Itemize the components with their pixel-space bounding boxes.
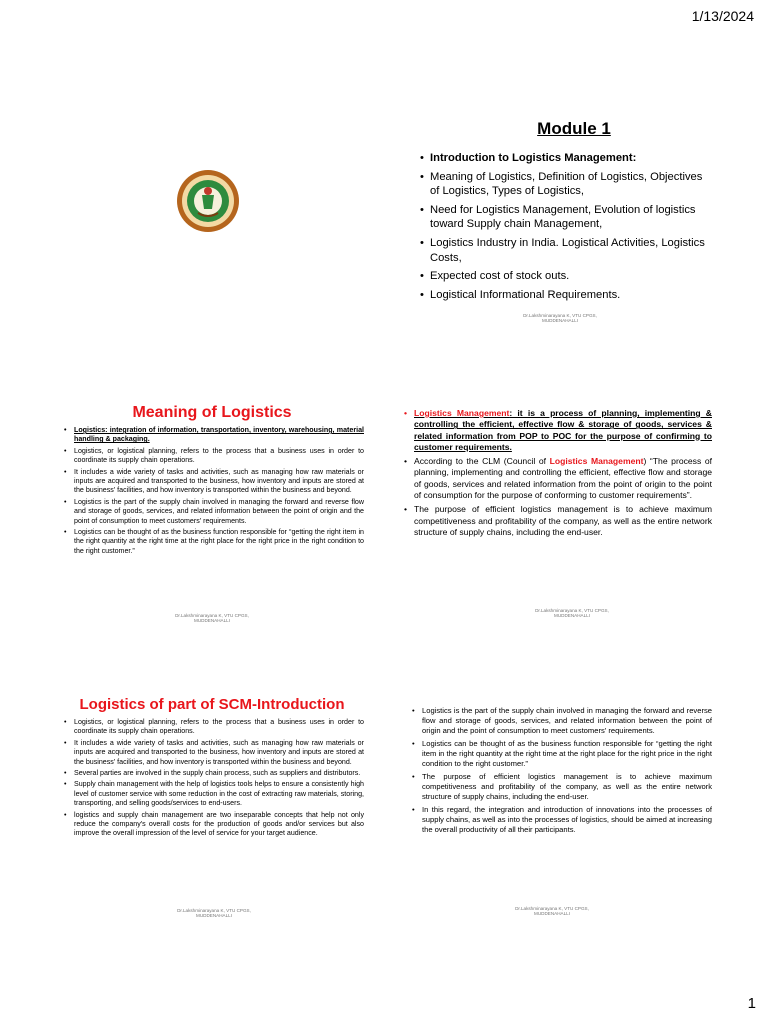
list-item: • The purpose of efficient logistics management is to achieve maximum competitiveness and profitability of the company, as well as the entire network structure of supply chains, including the end-user. bbox=[404, 504, 712, 538]
list-item: • It includes a wide variety of tasks and activities, such as managing how raw materials or inputs are acquired and transported to the business, how inventory and inputs are stored at the business' facilities, and how inventory is transported within the business and beyond. bbox=[64, 739, 364, 767]
scm-intro-list bbox=[64, 718, 364, 841]
slide-5 bbox=[44, 676, 380, 928]
meaning-list bbox=[64, 426, 364, 558]
list-item: • It includes a wide variety of tasks and activities, such as managing how raw materials or inputs are acquired and transported to the business, how inventory and inputs are stored at the business' facilities, and how inventory is transported within the business and beyond. bbox=[64, 468, 364, 496]
slide-footer: Dr.Lakshminarayana K, VTU CPGS, MUDDENAHALLI bbox=[535, 608, 609, 618]
list-item: • In this regard, the integration and introduction of innovations into the processes of supply chains, as well as into the processes of logistics, should be aimed at increasing the overall productivity of all their participants. bbox=[412, 805, 712, 835]
definition-list bbox=[404, 408, 712, 541]
list-item: • Expected cost of stock outs. bbox=[420, 269, 710, 284]
module-title: Module 1 bbox=[537, 119, 611, 138]
slide-footer: Dr.Lakshminarayana K, VTU CPGS, MUDDENAHALLI bbox=[515, 906, 589, 916]
page-number: 1 bbox=[747, 995, 756, 1012]
slide-3 bbox=[44, 384, 380, 636]
slide-title: Logistics of part of SCM-Introduction bbox=[79, 696, 345, 713]
list-item: • Logistics Management: it is a process of planning, implementing & controlling the efficient, effective flow & storage of goods, services & related information from POP to POC for the purpose of confirming to customer requirements. bbox=[404, 408, 712, 453]
slide-footer: Dr.Lakshminarayana K, VTU CPGS, MUDDENAHALLI bbox=[175, 613, 249, 623]
supply-chain-list bbox=[412, 706, 712, 838]
module-topics-list bbox=[420, 151, 710, 306]
list-item: • Logistics can be thought of as the business function responsible for “getting the right item in the right quantity at the right time at the right place for the right price in the right condition to the right customer.” bbox=[412, 739, 712, 769]
list-item: • logistics and supply chain management are two inseparable concepts that help not only reduce the company's overall costs for the production of goods and/or services but also improve the overall impression of the level of service for your target audience. bbox=[64, 811, 364, 839]
slide-2 bbox=[392, 93, 728, 345]
list-item: • According to the CLM (Council of Logistics Management) “The process of planning, implementing and controlling the efficient, effective flow and storage of goods, services and related information from the point of origin to the point of consumption for the purpose of conforming to customer requirements”. bbox=[404, 456, 712, 501]
slide-footer: Dr.Lakshminarayana K, VTU CPGS, MUDDENAHALLI bbox=[523, 313, 597, 323]
slide-footer: Dr.Lakshminarayana K, VTU CPGS, MUDDENAHALLI bbox=[177, 908, 251, 918]
list-item: • The purpose of efficient logistics management is to achieve maximum competitiveness and profitability of the company, as well as the entire network structure of supply chains, including the end-user. bbox=[412, 772, 712, 802]
slide-title: Meaning of Logistics bbox=[132, 404, 292, 421]
print-date: 1/13/2024 bbox=[691, 8, 754, 24]
list-item: • Logistics, or logistical planning, refers to the process that a business uses in order to coordinate its supply chain operations. bbox=[64, 447, 364, 466]
list-item: • Need for Logistics Management, Evolution of logistics toward Supply chain Management, bbox=[420, 203, 710, 232]
list-item: • Logistics is the part of the supply chain involved in managing the forward and reverse flow and storage of goods, services, and related information between the point of origin and the point of consumption to meet customers' requirements. bbox=[412, 706, 712, 736]
list-item: • Logistical Informational Requirements. bbox=[420, 288, 710, 303]
list-item: • Logistics is the part of the supply chain involved in managing the forward and reverse flow and storage of goods, services, and related information between the point of origin and the point of consumption to meet customers' requirements. bbox=[64, 498, 364, 526]
university-logo-icon bbox=[176, 169, 240, 233]
list-item: • Logistics can be thought of as the business function responsible for “getting the right item in the right quantity at the right time at the right place for the right price in the right condition to the right customer.” bbox=[64, 528, 364, 556]
list-item: • Logistics, or logistical planning, refers to the process that a business uses in order to coordinate its supply chain operations. bbox=[64, 718, 364, 737]
list-item: • Supply chain management with the help of logistics tools helps to ensure a consistently high level of customer service with some reduction in the cost of extracting raw materials, storing, transporting, and selling goods/services to end-users. bbox=[64, 780, 364, 808]
list-item: • Meaning of Logistics, Definition of Logistics, Objectives of Logistics, Types of Logistics, bbox=[420, 170, 710, 199]
slide-6 bbox=[392, 676, 728, 928]
list-item: • Several parties are involved in the supply chain process, such as suppliers and distributors. bbox=[64, 769, 364, 778]
slide-4 bbox=[392, 384, 728, 636]
list-item: • Logistics: integration of information, transportation, inventory, warehousing, material handling & packaging. bbox=[64, 426, 364, 445]
list-item: • Introduction to Logistics Management: bbox=[420, 151, 710, 166]
slide-1 bbox=[44, 93, 380, 345]
list-item: • Logistics Industry in India. Logistical Activities, Logistics Costs, bbox=[420, 236, 710, 265]
